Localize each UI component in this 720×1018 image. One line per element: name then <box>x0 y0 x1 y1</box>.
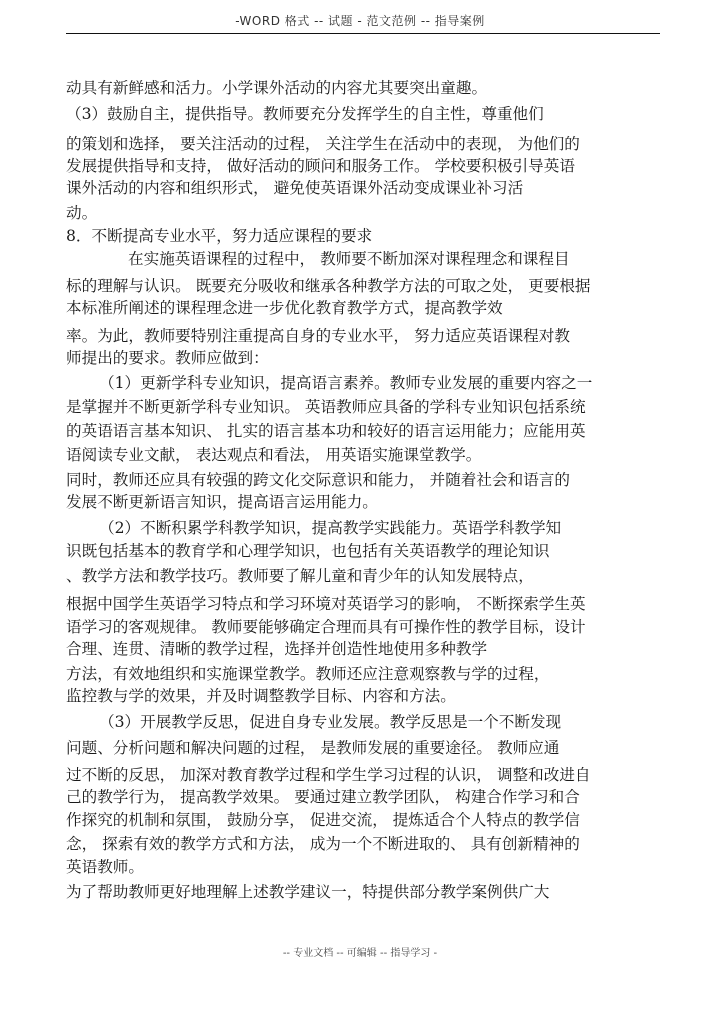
page-header: -WORD 格式 -- 试题 - 范文范例 -- 指导案例 <box>235 14 485 28</box>
text-line: （2）不断积累学科教学知识，提高教学实践能力。英语学科教学知 <box>99 519 562 537</box>
text-line: 动具有新鲜感和活力。小学课外活动的内容尤其要突出童趣。 <box>66 79 488 97</box>
text-line: 发展提供指导和支持， 做好活动的顾问和服务工作。 学校要积极引导英语 <box>66 157 575 175</box>
text-line: 的策划和选择， 要关注活动的过程， 关注学生在活动中的表现， 为他们的 <box>66 135 580 153</box>
text-line: 根据中国学生英语学习特点和学习环境对英语学习的影响， 不断探索学生英 <box>66 595 586 613</box>
text-line: 合理、连贯、清晰的教学过程，选择并创造性地使用多种教学 <box>66 640 488 658</box>
text-line: 发展不断更新语言知识，提高语言运用能力。 <box>66 493 378 511</box>
text-line: 监控教与学的效果，并及时调整教学目标、内容和方法。 <box>66 687 456 705</box>
text-line: 在实施英语课程的过程中， 教师要不断加深对课程理念和课程目 <box>128 250 570 268</box>
text-line: 过不断的反思， 加深对教育教学过程和学生学习过程的认识， 调整和改进自 <box>66 766 591 784</box>
section-heading: 8．不断提高专业水平，努力适应课程的要求 <box>66 227 373 245</box>
text-line: 念， 探索有效的教学方式和方法， 成为一个不断进取的、 具有创新精神的 <box>66 835 580 853</box>
text-line: 语学习的客观规律。 教师要能够确定合理而具有可操作性的教学目标，设计 <box>66 618 586 636</box>
text-line: 识既包括基本的教育学和心理学知识，也包括有关英语教学的理论知识 <box>66 542 550 560</box>
text-line: 问题、分析问题和解决问题的过程， 是教师发展的重要途径。 教师应通 <box>66 739 560 757</box>
text-line: 语阅读专业文献， 表达观点和看法， 用英语实施课堂教学。 <box>66 446 482 464</box>
text-line: 方法，有效地组织和实施课堂教学。教师还应注意观察教与学的过程， <box>66 665 550 683</box>
text-line: （3）开展教学反思，促进自身专业发展。教学反思是一个不断发现 <box>99 713 562 731</box>
text-line: （1）更新学科专业知识，提高语言素养。教师专业发展的重要内容之一 <box>99 374 593 392</box>
text-line: 标的理解与认识。 既要充分吸收和继承各种教学方法的可取之处， 更要根据 <box>66 277 591 295</box>
text-line: 师提出的要求。教师应做到： <box>66 349 269 367</box>
text-line: 动。 <box>66 204 98 222</box>
text-line: 英语教师。 <box>66 858 144 876</box>
text-line: 本标准所阐述的课程理念进一步优化教育教学方式，提高教学效 <box>66 299 503 317</box>
page-footer: -- 专业文档 -- 可编辑 -- 指导学习 - <box>282 948 438 959</box>
text-line: 的英语语言基本知识、 扎实的语言基本功和较好的语言运用能力；应能用英 <box>66 422 586 440</box>
text-line: 、教学方法和教学技巧。教师要了解儿童和青少年的认知发展特点， <box>66 567 534 585</box>
text-line: 是掌握并不断更新学科专业知识。 英语教师应具备的学科专业知识包括系统 <box>66 398 586 416</box>
text-line: 同时，教师还应具有较强的跨文化交际意识和能力， 并随着社会和语言的 <box>66 471 570 489</box>
text-line: 课外活动的内容和组织形式， 避免使英语课外活动变成课业补习活 <box>66 179 524 197</box>
text-line: （3）鼓励自主，提供指导。教师要充分发挥学生的自主性，尊重他们 <box>66 105 544 123</box>
text-line: 为了帮助教师更好地理解上述教学建议一，特提供部分教学案例供广大 <box>66 883 550 901</box>
text-line: 己的教学行为， 提高教学效果。 要通过建立教学团队， 构建合作学习和合 <box>66 788 580 806</box>
text-line: 率。为此，教师要特别注重提高自身的专业水平， 努力适应英语课程对教 <box>66 327 570 345</box>
text-line: 作探究的机制和氛围， 鼓励分享， 促进交流， 提炼适合个人特点的教学信 <box>66 811 580 829</box>
